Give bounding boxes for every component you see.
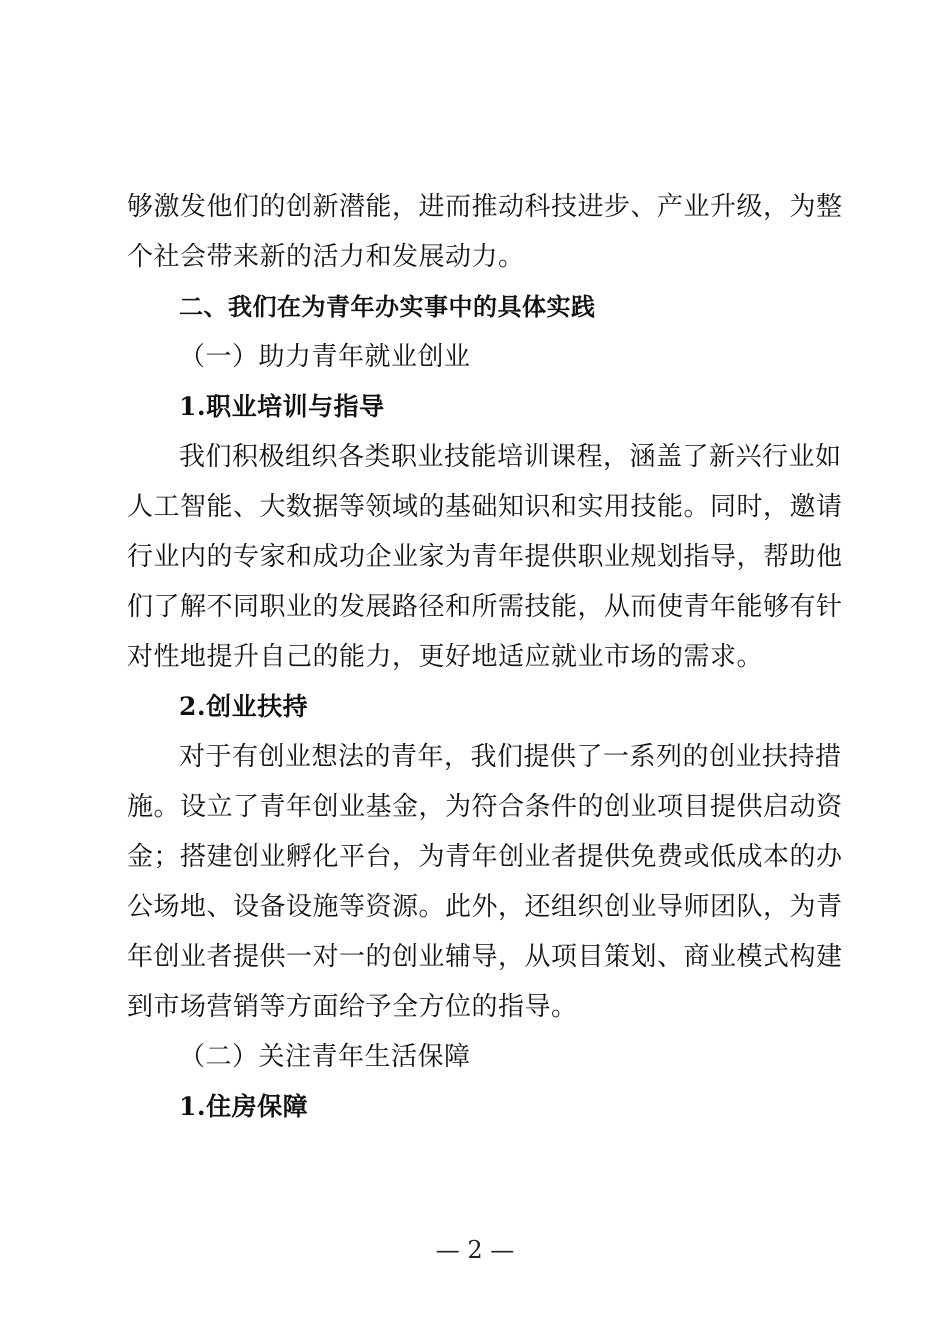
paragraph-line: 我们积极组织各类职业技能培训课程，涵盖了新兴行业如: [179, 442, 842, 472]
paragraph-line: 们了解不同职业的发展路径和所需技能，从而使青年能够有针: [127, 592, 843, 622]
paragraph-line: 到市场营销等方面给予全方位的指导。: [127, 992, 578, 1022]
subsection-heading: （二）关注青年生活保障: [179, 1042, 471, 1072]
item-heading: 1.住房保障: [179, 1092, 309, 1121]
item-heading: 2.创业扶持: [179, 692, 309, 721]
paragraph-line: 金；搭建创业孵化平台，为青年创业者提供免费或低成本的办: [127, 842, 843, 872]
subsection-heading: （一）助力青年就业创业: [179, 342, 471, 372]
paragraph-line: 对于有创业想法的青年，我们提供了一系列的创业扶持措: [179, 742, 842, 772]
item-heading: 1.职业培训与指导: [179, 392, 385, 421]
paragraph-line: 施。设立了青年创业基金，为符合条件的创业项目提供启动资: [127, 792, 843, 822]
paragraph-line: 人工智能、大数据等领域的基础知识和实用技能。同时，邀请: [127, 492, 843, 522]
paragraph-line: 年创业者提供一对一的创业辅导，从项目策划、商业模式构建: [127, 942, 843, 972]
paragraph-line: 个社会带来新的活力和发展动力。: [127, 242, 525, 272]
paragraph-line: 行业内的专家和成功企业家为青年提供职业规划指导，帮助他: [127, 542, 843, 572]
paragraph-line: 对性地提升自己的能力，更好地适应就业市场的需求。: [127, 642, 764, 672]
paragraph-line: 够激发他们的创新潜能，进而推动科技进步、产业升级，为整: [127, 192, 843, 222]
page-body: [127, 182, 843, 1132]
section-heading: 二、我们在为青年办实事中的具体实践: [179, 293, 596, 321]
paragraph-line: 公场地、设备设施等资源。此外，还组织创业导师团队，为青: [127, 892, 843, 922]
page-number: — 2 —: [435, 1236, 515, 1264]
